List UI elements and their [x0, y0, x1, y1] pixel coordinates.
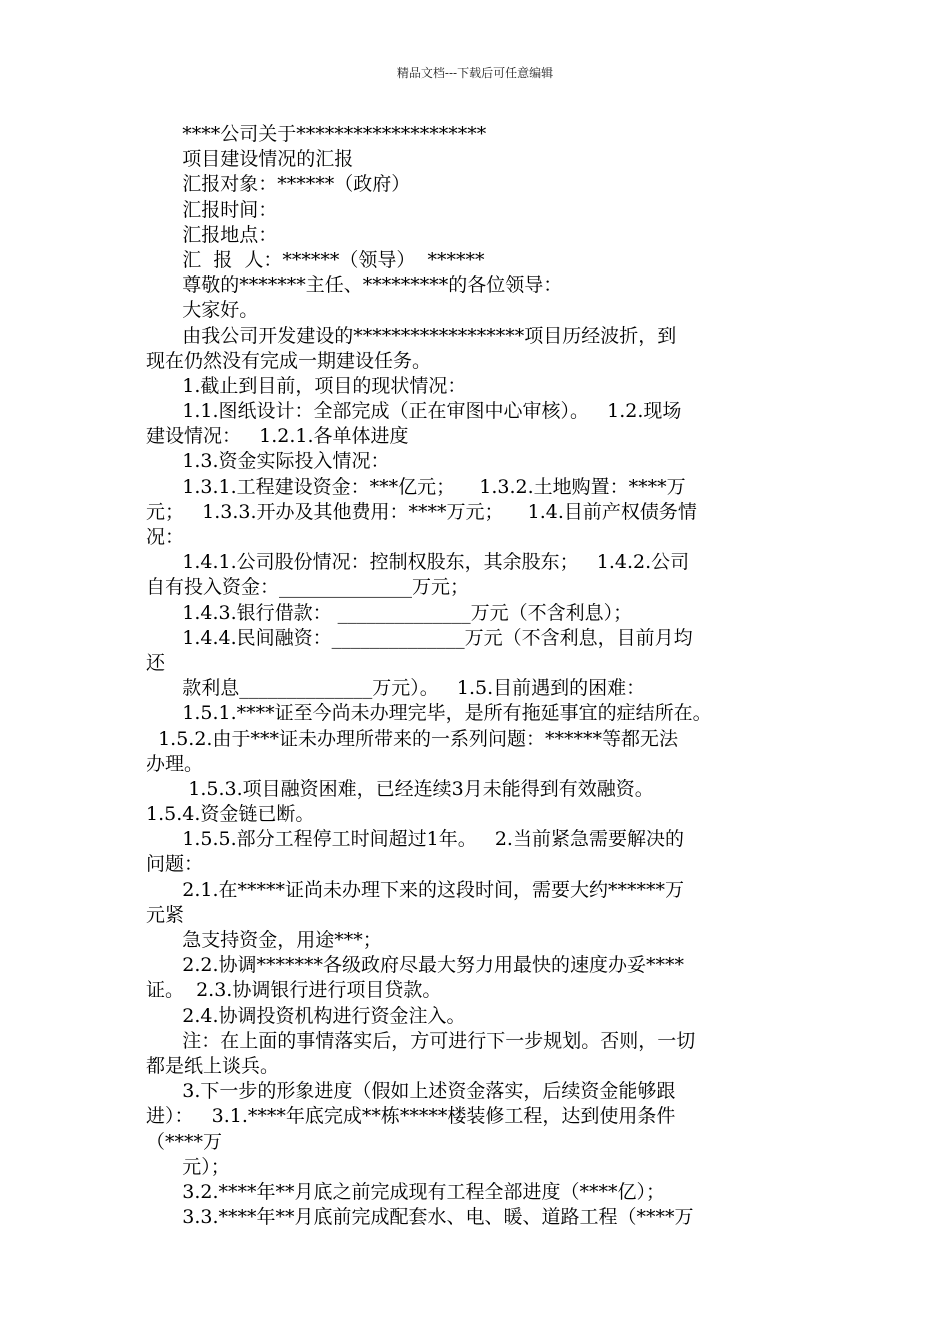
text-line: 自有投入资金：______________万元； — [146, 576, 470, 599]
document-body — [146, 122, 814, 1230]
text-line: 大家好。 — [146, 299, 259, 322]
text-line: 证。 2.3.协调银行进行项目贷款。 — [146, 979, 442, 1002]
text-line: 1.3.资金实际投入情况： — [146, 450, 390, 473]
text-line: 尊敬的*******主任、*********的各位领导： — [146, 274, 563, 297]
text-line: 元）； — [146, 1155, 230, 1178]
text-line: 汇报地点： — [146, 223, 278, 246]
text-line: 1.5.4.资金链已断。 — [146, 803, 315, 826]
text-line: 况： — [146, 526, 185, 548]
text-line: 1.3.1.工程建设资金：***亿元； 1.3.2.土地购置：****万 — [146, 475, 686, 498]
text-line: 1.5.1.****证至今尚未办理完毕，是所有拖延事宜的症结所在。 — [146, 702, 712, 725]
text-line: 由我公司开发建设的******************项目历经波折，到 — [146, 324, 677, 347]
text-line: 元紧 — [146, 903, 185, 926]
text-line: 还 — [146, 651, 166, 674]
text-line: 汇报对象：******（政府） — [146, 173, 411, 196]
text-line: 1.5.5.部分工程停工时间超过1年。 2.当前紧急需要解决的 — [146, 828, 684, 851]
text-line: 汇 报 人：******（领导） ****** — [146, 248, 485, 271]
text-line: 1.4.4.民间融资：______________万元（不含利息，目前月均 — [146, 626, 693, 649]
text-line: 进）： 3.1.****年底完成**栋*****楼装修工程，达到使用条件 — [146, 1105, 676, 1128]
text-line: 急支持资金，用途***； — [146, 929, 382, 951]
text-line: 1.1.图纸设计：全部完成（正在审图中心审核）。 1.2.现场 — [146, 400, 682, 423]
text-line: 问题： — [146, 853, 204, 876]
text-line: 都是纸上谈兵。 — [146, 1054, 280, 1077]
text-line: （****万 — [146, 1130, 223, 1153]
text-line: 1.4.1.公司股份情况：控制权股东，其余股东； 1.4.2.公司 — [146, 551, 690, 574]
text-line: 2.2.协调*******各级政府尽最大努力用最快的速度办妥**** — [146, 954, 684, 977]
text-line: 2.4.协调投资机构进行资金注入。 — [146, 1004, 466, 1027]
text-line: 1.4.3.银行借款： ______________万元（不含利息）； — [146, 601, 633, 624]
text-line: 注：在上面的事情落实后，方可进行下一步规划。否则，一切 — [146, 1029, 696, 1052]
text-line: ****公司关于******************** — [146, 123, 487, 145]
text-line: 现在仍然没有完成一期建设任务。 — [146, 349, 432, 372]
text-line: 汇报时间： — [146, 198, 278, 221]
text-line: 建设情况： 1.2.1.各单体进度 — [146, 425, 409, 448]
text-line: 1.截止到目前，项目的现状情况： — [146, 374, 467, 397]
page-header: 精品文档---下载后可任意编辑 — [396, 66, 554, 80]
text-line: 3.2.****年**月底之前完成现有工程全部进度（****亿）； — [146, 1180, 665, 1203]
text-line: 款利息______________万元）。 1.5.目前遇到的困难： — [146, 677, 646, 700]
text-line: 项目建设情况的汇报 — [146, 148, 354, 171]
text-line: 2.1.在*****证尚未办理下来的这段时间，需要大约******万 — [146, 878, 684, 901]
text-line: 元； 1.3.3.开办及其他费用：****万元； 1.4.目前产权债务情 — [146, 500, 697, 523]
text-line: 办理。 — [146, 752, 204, 775]
text-line: 1.5.2.由于***证未办理所带来的一系列问题：******等都无法 — [146, 727, 678, 750]
text-line: 1.5.3.项目融资困难，已经连续3月未能得到有效融资。 — [146, 777, 654, 800]
text-line: 3.3.****年**月底前完成配套水、电、暖、道路工程（****万 — [146, 1206, 694, 1229]
text-line: 3.下一步的形象进度（假如上述资金落实，后续资金能够跟 — [146, 1080, 676, 1103]
